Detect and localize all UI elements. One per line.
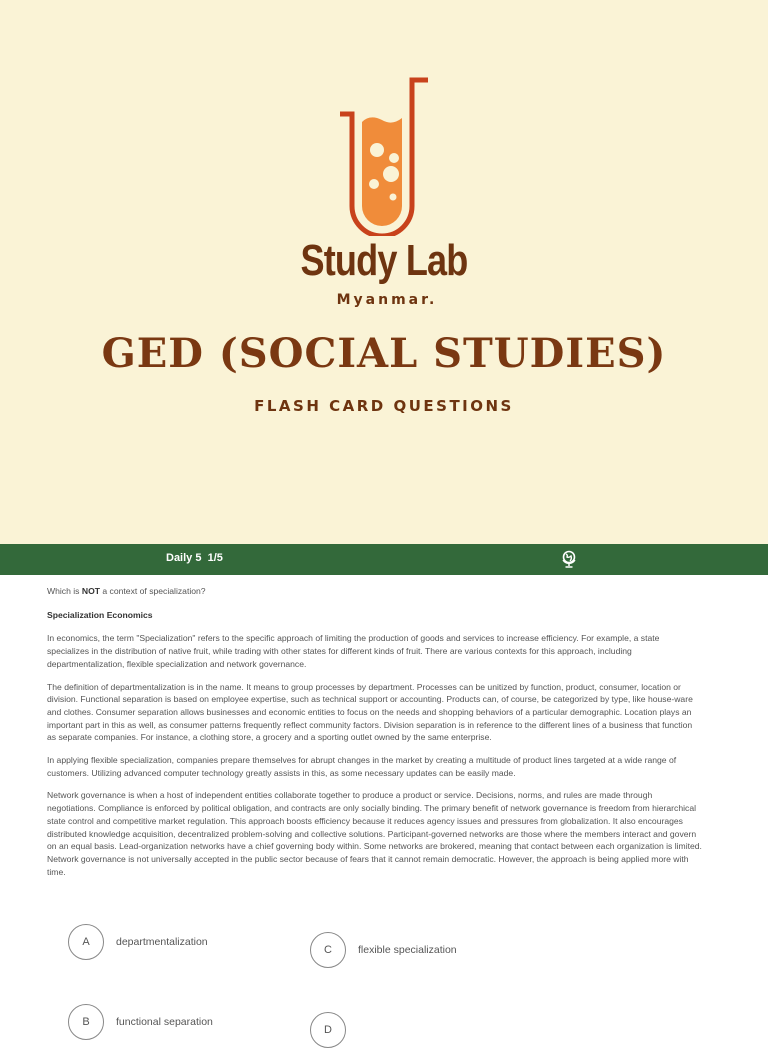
option-a-letter[interactable]: A [68, 924, 104, 960]
explanation-paragraph: Network governance is when a host of independent entities collaborate together to produce a product or service. Decisions, norms, and rules are made through negotiations. Compliance is enforced by political obligation, and contracts are only socially binding. The primary benefit of network governance is freedom from hierarchical state control and competitive market regulation. This approach boosts efficiency because it reduces agency issues and pressures from globalization. It also encourages distributed knowledge acquisition, decentralized problem-solving and collective solutions. Participant-governed networks are those where the members interact and govern on an equal basis. Lead-organization networks have a chief governing body within. Some networks are brokered, meaning that contact between each organization is limited. Network governance is not universally accepted in the public sector because of fears that it cannot remain democratic. However, the approach is being applied more with time. [47, 790, 702, 877]
explanation-paragraph: In applying flexible specialization, companies prepare themselves for abrupt changes in the market by creating a multitude of product lines targeted at a wide range of customers. Utilizing advanced computer technology greatly assists in this, as some necessary updates can be easily made. [47, 755, 677, 778]
daily-counter: Daily 5 1/5 [166, 552, 223, 564]
test-tube-icon [330, 74, 434, 236]
option-c-text: flexible specialization [358, 944, 457, 956]
page-title: GED (SOCIAL STUDIES) [101, 330, 667, 377]
explanation-paragraph: In economics, the term "Specialization" refers to the specific approach of limiting the production of goods and services to increase efficiency. For example, a state specializes in the distribution of native fruit, while trading with other states for different kinds of fruit. There are various contexts for this approach, including departmentalization, flexible specialization and network governance. [47, 633, 660, 669]
option-b[interactable] [68, 1004, 213, 1040]
question-emphasis: NOT [81, 586, 100, 596]
option-c-letter[interactable]: C [310, 932, 346, 968]
question-content [47, 585, 702, 888]
question-text: Which is NOT a context of specialization? [47, 586, 206, 596]
page-subtitle: FLASH CARD QUESTIONS [254, 397, 514, 415]
option-a[interactable] [68, 924, 208, 960]
answer-options [0, 920, 768, 1036]
option-c[interactable] [310, 932, 457, 968]
explanation-paragraph: The definition of departmentalization is in the name. It means to group processes by department. Processes can be unitized by function, product, consumer, location or division. Functional separation is based on employee expertise, such as technical support or accounting. Products can, of course, be categorized by type, like house-ware and clothes. Consumer separation allows businesses and economic entities to focus on the needs and shopping behaviors of a particular demographic. Location plays an important part in this as well, as consumer patterns frequently reflect community factors. Division separation is in reference to the different lines of a business that function as separate companies. For instance, a clothing store, a grocery and a sporting outlet owned by the same enterprise. [47, 681, 693, 743]
option-a-text: departmentalization [116, 936, 208, 948]
brand-name: Study Lab [300, 236, 468, 285]
brand-country: Myanmar. [336, 292, 438, 308]
question-header-bar [0, 544, 768, 575]
option-b-letter[interactable]: B [68, 1004, 104, 1040]
option-d-letter[interactable]: D [310, 1012, 346, 1048]
option-d[interactable] [310, 1012, 358, 1048]
globe-icon[interactable] [561, 550, 577, 569]
explanation-heading: Specialization Economics [47, 609, 153, 620]
option-b-text: functional separation [116, 1016, 213, 1028]
